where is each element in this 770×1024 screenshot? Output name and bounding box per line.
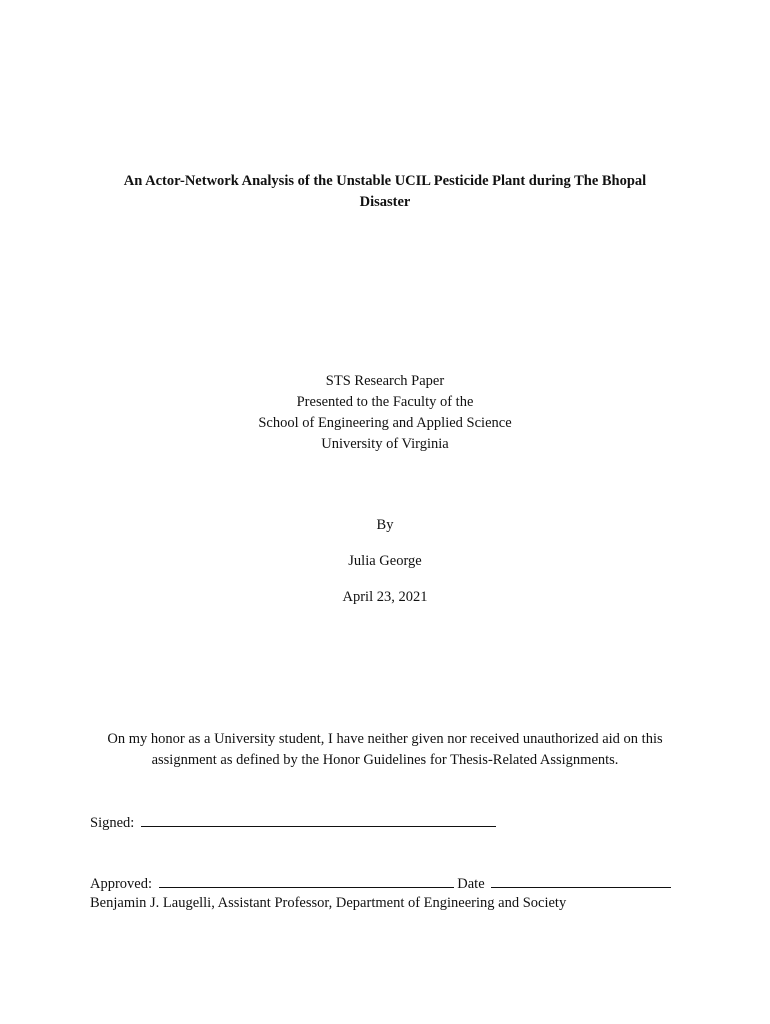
university-name: University of Virginia <box>321 436 449 452</box>
honor-pledge <box>60 729 710 771</box>
paper-title-line-1: An Actor-Network Analysis of the Unstable UCIL Pesticide Plant during The Bhopal <box>123 173 647 189</box>
approval-row <box>90 872 671 895</box>
honor-pledge-line-2: assignment as defined by the Honor Guidelines for Thesis-Related Assignments. <box>151 752 619 768</box>
signature-row <box>90 811 496 834</box>
author-name: Julia George <box>348 553 422 569</box>
school-name: School of Engineering and Applied Science <box>258 415 512 431</box>
paper-title-line-2: Disaster <box>359 194 411 210</box>
date-label: Date <box>457 876 485 892</box>
paper-type: STS Research Paper <box>325 373 445 389</box>
approver-name: Benjamin J. Laugelli, Assistant Professor, Department of Engineering and Society <box>90 895 567 911</box>
paper-title <box>90 171 680 213</box>
presented-to: Presented to the Faculty of the <box>296 394 474 410</box>
approval-date-blank <box>491 872 671 888</box>
approval-signature-blank <box>159 872 454 888</box>
signed-label: Signed: <box>90 815 135 831</box>
honor-pledge-line-1: On my honor as a University student, I have neither given nor received unauthorized aid on this <box>107 731 663 747</box>
approved-label: Approved: <box>90 876 153 892</box>
submission-info <box>0 371 770 455</box>
signature-blank <box>141 811 496 827</box>
by-label: By <box>376 517 394 533</box>
submission-date: April 23, 2021 <box>342 589 428 605</box>
